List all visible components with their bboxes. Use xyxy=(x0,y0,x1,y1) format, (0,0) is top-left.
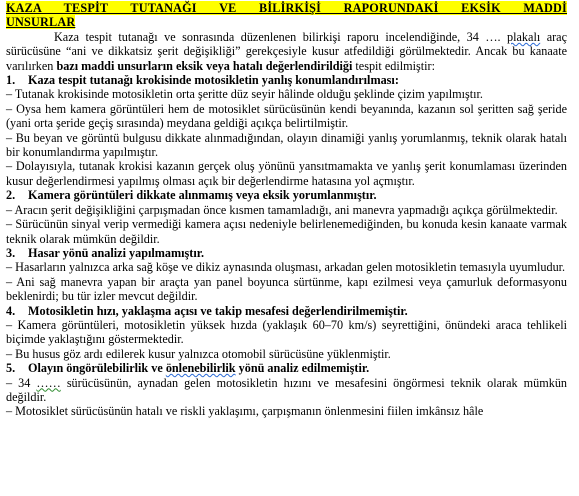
misspelled-word: önlenebilirlik xyxy=(165,361,236,376)
section-2-paragraph: – Aracın şerit değişikliğini çarpışmadan önce kısmen tamamladığı, ani manevra yapmadığı açıkça görülmektedir. xyxy=(6,202,558,217)
section-1-paragraph: – Oysa hem kamera görüntüleri hem de motosiklet sürücüsünün kendi beyanında, kazanın sol şeritten sağ şeride (yani orta şeride geçiş sırasında) meydana geldiği açıkça belirtilmiştir. xyxy=(6,101,567,131)
section-3-paragraph: – Hasarların yalnızca arka sağ köşe ve dikiz aynasında oluşması, arkadan gelen motosikletin temasıyla uyumludur. xyxy=(6,260,566,275)
document-title-continued xyxy=(6,15,567,29)
misspelled-word: plakalı xyxy=(507,29,541,44)
section-heading-4: 4. Motosikletin hızı, yaklaşma açısı ve takip mesafesi değerlendirilmemiştir. xyxy=(6,303,408,318)
section-5-paragraph: – 34 …… sürücüsünün, aynadan gelen motosikletin hızını ve mesafesini öngörmesi teknik olarak mümkün değildir. xyxy=(6,375,568,404)
section-heading-1: 1. Kaza tespit tutanağı krokisinde motosikletin yanlış konumlandırılması: xyxy=(6,73,399,88)
section-3-paragraph: – Ani sağ manevra yapan bir araçta yan panel boyunca sürtünme, kapı ezilmesi veya çamurluk deformasyonu beklenirdi; bu tür izler mevcut değildir. xyxy=(6,274,567,304)
section-1-paragraph: – Dolayısıyla, tutanak krokisi kazanın gerçek oluş yönünü yansıtmamakta ve yanlış şerit konumlaması üzerinden kusur değerlendirmesi yapılmış olması açık bir değerlendirme hatasına yol açmıştır. xyxy=(6,159,567,188)
section-1-paragraph: – Tutanak krokisinde motosikletin orta şeritte düz seyir hâlinde olduğu şeklinde çizim yapılmıştır. xyxy=(6,87,483,102)
section-2-paragraph: – Sürücünün sinyal verip vermediği kamera açısı nedeniyle belirlenemediğinden, bu konuda kesin kanaate varmak teknik olarak mümkün değildir. xyxy=(6,217,567,246)
grammar-flag: …… xyxy=(36,375,61,390)
section-heading-2: 2. Kamera görüntüleri dikkate alınmamış veya eksik yorumlanmıştır. xyxy=(6,188,377,203)
section-1-paragraph: – Bu beyan ve görüntü bulgusu dikkate alınmadığından, olayın dinamiği yanlış yorumlanmış, teknik olarak hatalı bir konumlandırma yapılmıştır. xyxy=(6,130,567,160)
section-heading-5: 5. Olayın öngörülebilirlik ve önlenebilirlik yönü analiz edilmemiştir. xyxy=(6,361,370,376)
section-4-paragraph: – Kamera görüntüleri, motosikletin yüksek hızda (yaklaşık 60–70 km/s) seyrettiğini, önündeki araca tehlikeli biçimde yaklaştığını göstermektedir. xyxy=(6,317,567,347)
document-title xyxy=(6,1,567,15)
title-line-2: UNSURLAR xyxy=(6,15,76,30)
intro-paragraph: Kaza tespit tutanağı ve sonrasında düzenlenen bilirkişi raporu incelendiğinde, 34 …. plakalı araç sürücüsüne “ani ve dikkatsiz şerit değişikliği” gerekçesiyle kusur atfedildiği görülmektedir. Ancak bu kanaate varılırken bazı maddi unsurların eksik veya hatalı değerlendirildiği tespit edilmiştir: xyxy=(6,29,567,73)
section-4-paragraph: – Bu husus göz ardı edilerek kusur yalnızca otomobil sürücüsüne yüklenmiştir. xyxy=(6,346,391,361)
intro-emphasis: bazı maddi unsurların eksik veya hatalı değerlendirildiği xyxy=(56,58,353,73)
section-5-paragraph: – Motosiklet sürücüsünün hatalı ve riskli yaklaşımı, çarpışmanın önlenmesini fiilen imkânsız hâle xyxy=(6,404,484,419)
section-heading-3: 3. Hasar yönü analizi yapılmamıştır. xyxy=(6,245,205,260)
title-line-1: KAZA TESPİT TUTANAĞI VE BİLİRKİŞİ RAPORUNDAKİ EKSİK MADDİ xyxy=(6,1,567,15)
